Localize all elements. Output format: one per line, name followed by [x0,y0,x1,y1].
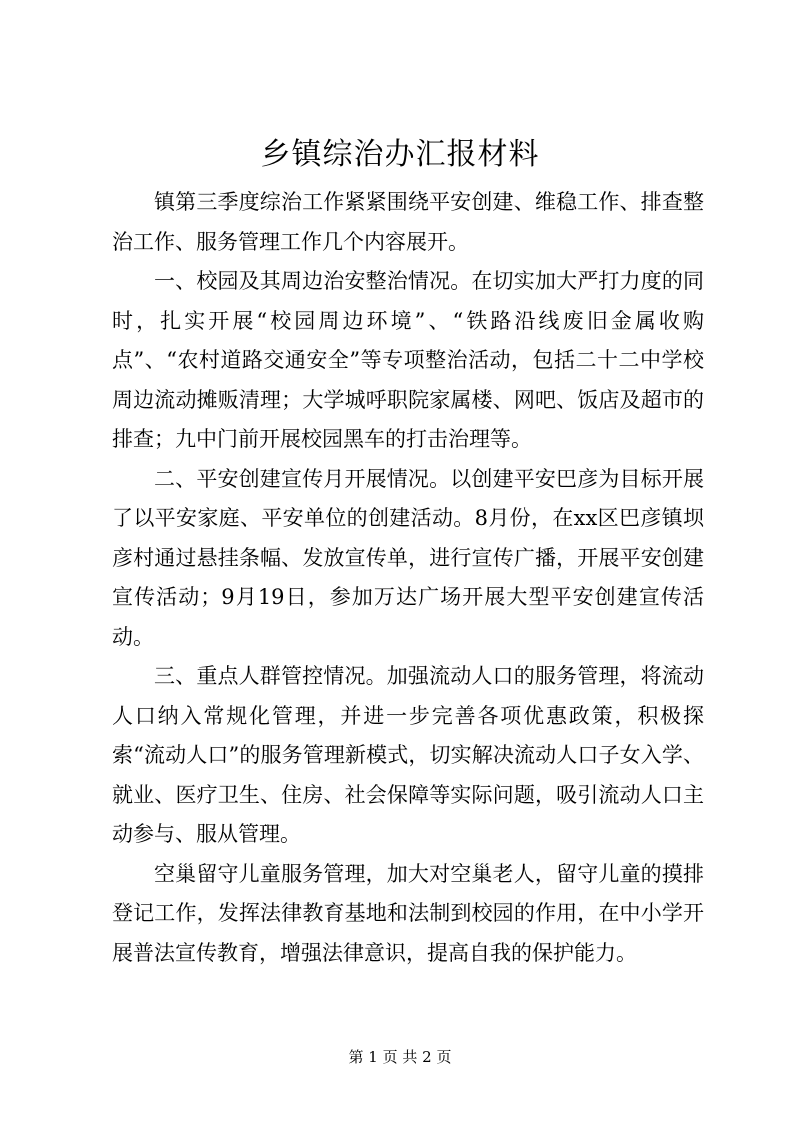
page-number-footer: 第 1 页 共 2 页 [348,1048,452,1066]
paragraph-intro: 镇第三季度综治工作紧紧围绕平安创建、维稳工作、排查整治工作、服务管理工作几个内容展开。 [112,190,704,254]
paragraph-campus-security: 一、校园及其周边治安整治情况。在切实加大严打力度的同时，扎实开展“校园周边环境”、“铁路沿线废旧金属收购点”、“农村道路交通安全”等专项整治活动，包括二十二中学校周边流动摊贩清理；大学城呼职院家属楼、网吧、饭店及超市的排查；九中门前开展校园黑车的打击治理等。 [112,269,704,451]
paragraph-left-behind-services: 空巢留守儿童服务管理，加大对空巢老人，留守儿童的摸排登记工作，发挥法律教育基地和法制到校园的作用，在中小学开展普法宣传教育，增强法律意识，提高自我的保护能力。 [112,861,704,965]
document-title: 乡镇综治办汇报材料 [260,137,540,172]
paragraph-safety-campaign: 二、平安创建宣传月开展情况。以创建平安巴彦为目标开展了以平安家庭、平安单位的创建活动。8月份，在xx区巴彦镇坝彦村通过悬挂条幅、发放宣传单，进行宣传广播，开展平安创建宣传活动；9月19日，参加万达广场开展大型平安创建宣传活动。 [112,466,704,649]
paragraph-population-management: 三、重点人群管控情况。加强流动人口的服务管理，将流动人口纳入常规化管理，并进一步完善各项优惠政策，积极探索“流动人口”的服务管理新模式，切实解决流动人口子女入学、就业、医疗卫生、住房、社会保障等实际问题，吸引流动人口主动参与、服从管理。 [112,664,704,846]
document-body [112,183,704,973]
